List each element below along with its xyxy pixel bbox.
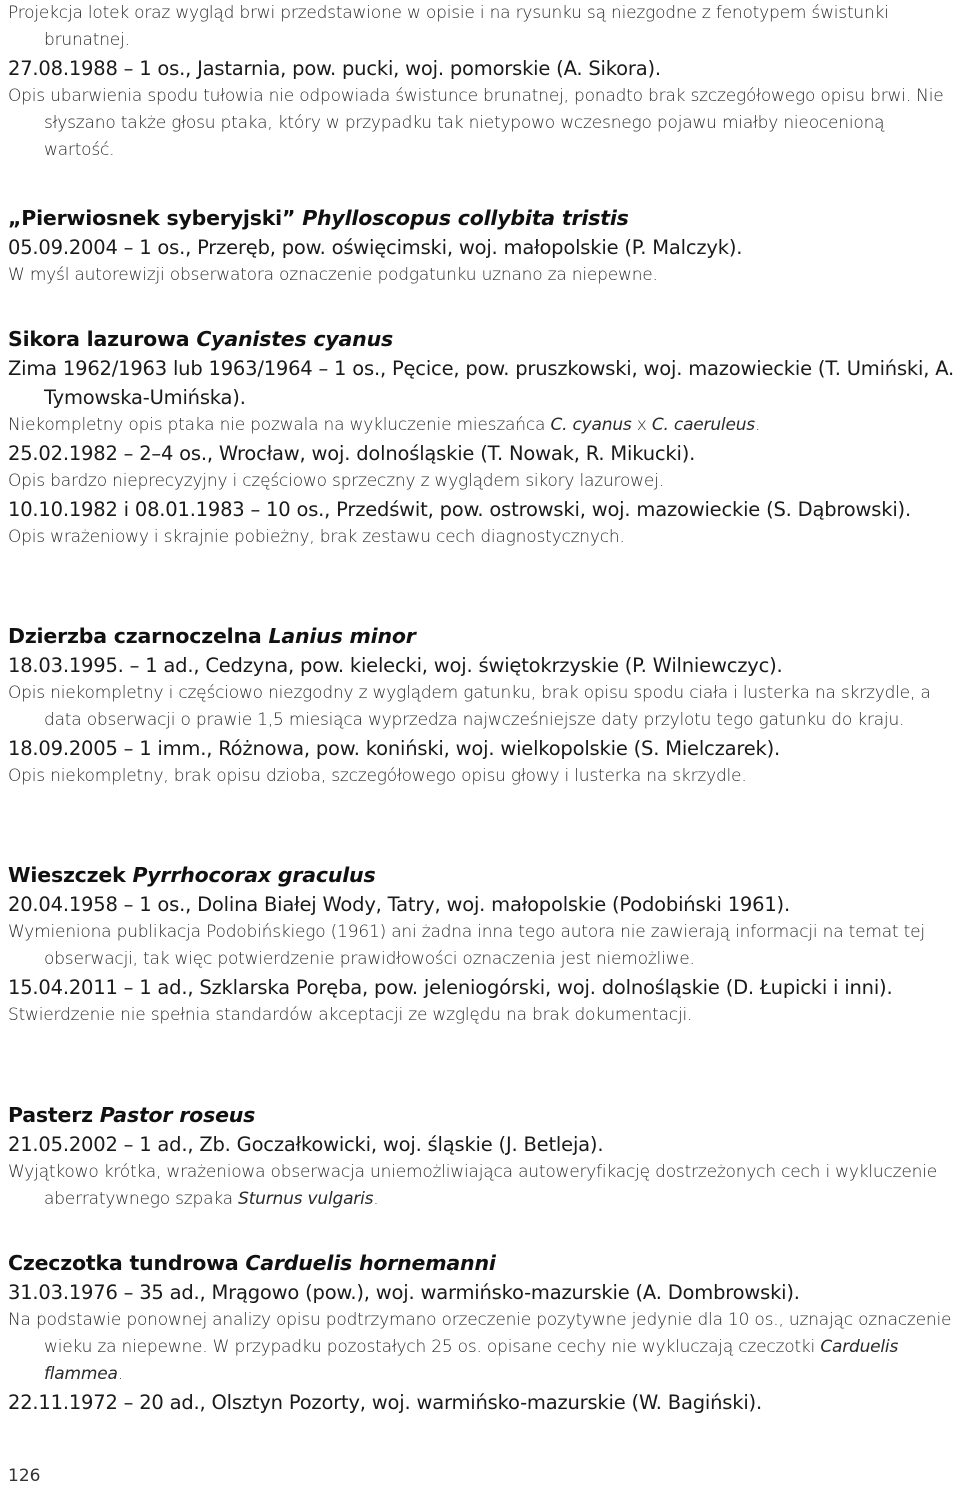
- species-latin-name: Cyanistes cyanus: [196, 327, 393, 351]
- species-heading: Czeczotka tundrowa Carduelis hornemanni: [8, 1251, 496, 1275]
- description-paragraph: Niekompletny opis ptaka nie pozwala na wykluczenie mieszańca C. cyanus x C. caeruleus.: [8, 415, 761, 435]
- record-line: 21.05.2002 – 1 ad., Zb. Goczałkowicki, woj. śląskie (J. Betleja).: [8, 1133, 604, 1156]
- record-line: 31.03.1976 – 35 ad., Mrągowo (pow.), woj. warmińsko-mazurskie (A. Dombrowski).: [8, 1281, 800, 1304]
- species-latin-name: Phylloscopus collybita tristis: [302, 206, 629, 230]
- description-paragraph: W myśl autorewizji obserwatora oznaczenie podgatunku uznano za niepewne.: [8, 265, 658, 285]
- species-section-czeczotka: [8, 1249, 956, 1417]
- species-section-dzierzba: [8, 622, 956, 790]
- species-heading: Dzierzba czarnoczelna Lanius minor: [8, 624, 416, 648]
- description-paragraph: Projekcja lotek oraz wygląd brwi przedstawione w opisie i na rysunku są niezgodne z fenotypem świstunki brunatnej.: [8, 3, 889, 50]
- record-line: 15.04.2011 – 1 ad., Szklarska Poręba, pow. jeleniogórski, woj. dolnośląskie (D. Łupicki i inni).: [8, 976, 893, 999]
- species-section-wieszczek: [8, 861, 956, 1029]
- description-paragraph: Opis niekompletny i częściowo niezgodny z wyglądem gatunku, brak opisu spodu ciała i lusterka na skrzydle, a data obserwacji o prawie 1,5 miesiąca wyprzedza najwcześniejsze daty przylotu tego gatunku do kraju.: [8, 683, 931, 730]
- page-number: 126: [8, 1466, 41, 1486]
- species-heading: Wieszczek Pyrrhocorax graculus: [8, 863, 376, 887]
- description-paragraph: Stwierdzenie nie spełnia standardów akceptacji ze względu na brak dokumentacji.: [8, 1005, 693, 1025]
- description-paragraph: Wyjątkowo krótka, wrażeniowa obserwacja uniemożliwiająca autoweryfikację dostrzeżonych cech i wykluczenie aberratywnego szpaka Sturnus vulgaris.: [8, 1162, 937, 1209]
- record-line: 10.10.1982 i 08.01.1983 – 10 os., Przedświt, pow. ostrowski, woj. mazowieckie (S. Dąbrowski).: [8, 498, 911, 521]
- record-line: 25.02.1982 – 2–4 os., Wrocław, woj. dolnośląskie (T. Nowak, R. Mikucki).: [8, 442, 696, 465]
- description-paragraph: Opis wrażeniowy i skrajnie pobieżny, brak zestawu cech diagnostycznych.: [8, 527, 625, 547]
- description-paragraph: Wymieniona publikacja Podobińskiego (1961) ani żadna inna tego autora nie zawierają informacji na temat tej obserwacji, tak więc potwierdzenie prawidłowości oznaczenia jest niemożliwe.: [8, 922, 925, 969]
- record-line: 18.09.2005 – 1 imm., Różnowa, pow. koniński, woj. wielkopolskie (S. Mielczarek).: [8, 737, 781, 760]
- record-line: 22.11.1972 – 20 ad., Olsztyn Pozorty, woj. warmińsko-mazurskie (W. Bagiński).: [8, 1391, 762, 1414]
- species-latin-name: Pastor roseus: [99, 1103, 256, 1127]
- description-paragraph: Opis ubarwienia spodu tułowia nie odpowiada świstunce brunatnej, ponadto brak szczegółowego opisu brwi. Nie słyszano także głosu ptaka, który w przypadku tak nietypowo wczesnego pojawu miałby nieocenioną wartość.: [8, 86, 944, 160]
- species-section-sikora-lazurowa: [8, 325, 956, 551]
- species-heading: Sikora lazurowa Cyanistes cyanus: [8, 327, 393, 351]
- record-line: 20.04.1958 – 1 os., Dolina Białej Wody, Tatry, woj. małopolskie (Podobiński 1961).: [8, 893, 790, 916]
- description-paragraph: Na podstawie ponownej analizy opisu podtrzymano orzeczenie pozytywne jedynie dla 10 os., uznając oznaczenie wieku za niepewne. W przypadku pozostałych 25 os. opisane cechy nie wykluczają czeczotki Carduelis flammea.: [8, 1310, 952, 1384]
- species-section-pierwiosnek: [8, 204, 956, 289]
- species-heading: „Pierwiosnek syberyjski” Phylloscopus collybita tristis: [8, 206, 629, 230]
- description-paragraph: Opis bardzo nieprecyzyjny i częściowo sprzeczny z wyglądem sikory lazurowej.: [8, 471, 664, 491]
- species-section-pasterz: [8, 1101, 956, 1213]
- description-paragraph: Opis niekompletny, brak opisu dzioba, szczegółowego opisu głowy i lusterka na skrzydle.: [8, 766, 747, 786]
- record-line: Zima 1962/1963 lub 1963/1964 – 1 os., Pęcice, pow. pruszkowski, woj. mazowieckie (T. Umiński, A. Tymowska-Umińska).: [8, 357, 955, 409]
- record-line: 05.09.2004 – 1 os., Przeręb, pow. oświęcimski, woj. małopolskie (P. Malczyk).: [8, 236, 743, 259]
- record-line: 27.08.1988 – 1 os., Jastarnia, pow. pucki, woj. pomorskie (A. Sikora).: [8, 57, 661, 80]
- species-latin-name: Carduelis hornemanni: [245, 1251, 496, 1275]
- intro-section: [8, 0, 956, 164]
- species-heading: Pasterz Pastor roseus: [8, 1103, 256, 1127]
- species-latin-name: Pyrrhocorax graculus: [132, 863, 376, 887]
- record-line: 18.03.1995. – 1 ad., Cedzyna, pow. kielecki, woj. świętokrzyskie (P. Wilniewczyc).: [8, 654, 783, 677]
- species-latin-name: Lanius minor: [268, 624, 416, 648]
